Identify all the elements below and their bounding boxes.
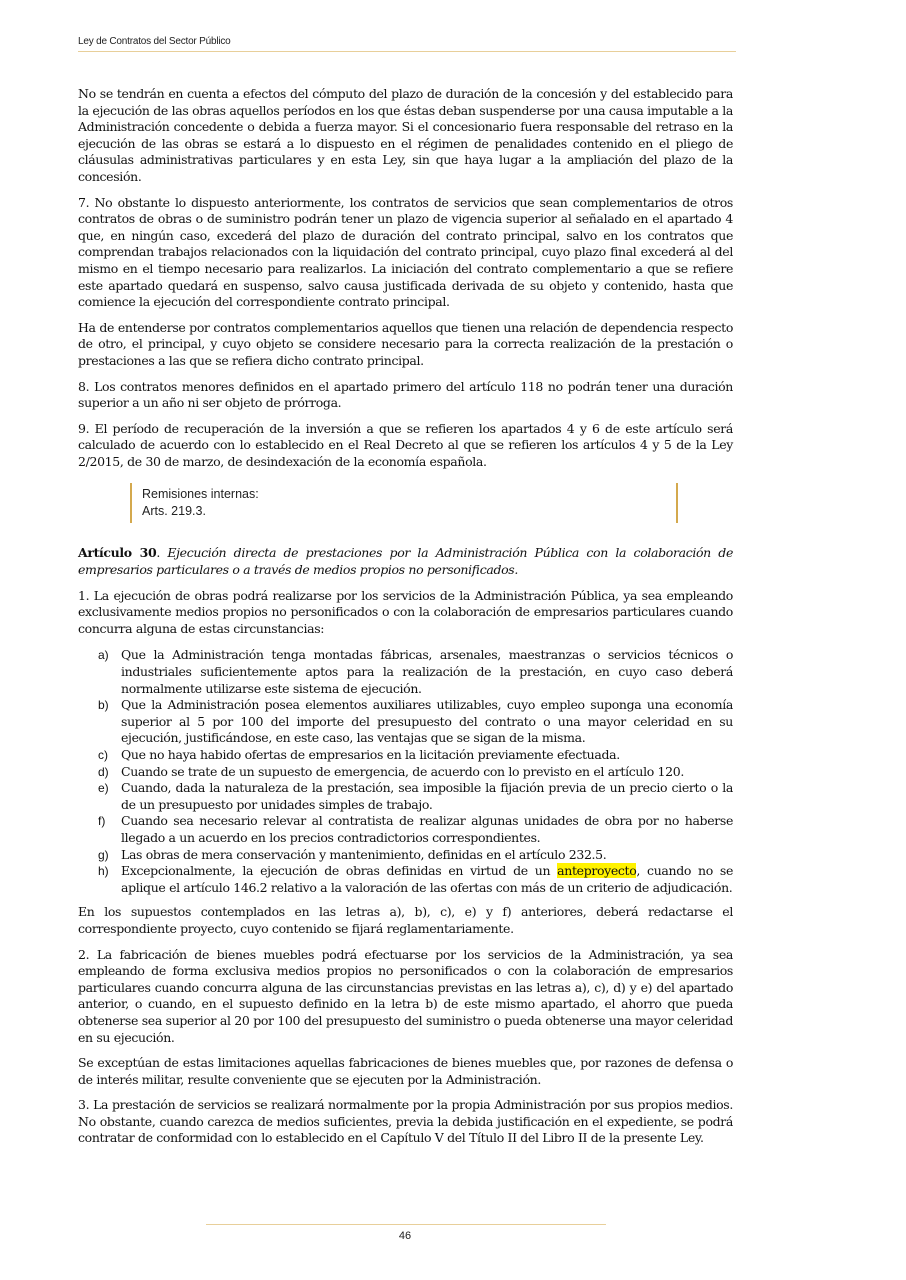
remisiones-box: [130, 483, 678, 523]
list-text: Las obras de mera conservación y mantenimiento, definidas en el artículo 232.5.: [121, 846, 607, 862]
list-item: [78, 764, 733, 781]
article-number: Artículo 30: [78, 545, 157, 561]
paragraph-2: 2. La fabricación de bienes muebles podrá efectuarse por los servicios de la Administración, ya sea empleando de forma exclusiva medios propios no personificados o con la colaboración de empresarios particulares cuando concurra alguna de las circunstancias previstas en las letras a), c), d) y e) del apartado anterior, o cuando, en el supuesto definido en la letra b) de este mismo apartado, el ahorro que pueda obtenerse sea superior al 20 por 100 del presupuesto del suministro o pueda obtenerse una mayor celeridad en su ejecución.: [78, 946, 733, 1045]
article-separator: .: [156, 545, 168, 561]
item-h-text-after: , cuando no se aplique el artículo 146.2 relativo a la valoración de las ofertas con más de un criterio de adjudicación.: [121, 863, 733, 895]
list-item: [78, 780, 733, 813]
list-text: [121, 863, 733, 896]
list-item: [78, 863, 733, 896]
highlighted-term: anteproyecto: [557, 863, 637, 879]
paragraph-7: 7. No obstante lo dispuesto anteriormente, los contratos de servicios que sean complementarios de otros contratos de obras o de suministro podrán tener un plazo de vigencia superior al señalado en el apartado 4 que, en ningún caso, excederá del plazo de duración del contrato principal, salvo en los contratos que comprendan trabajos relacionados con la liquidación del contrato principal, cuyo plazo final excederá al del mismo en el tiempo necesario para realizarlos. La iniciación del contrato complementario a que se refiere este apartado quedará en suspenso, salvo causa justificada derivada de su objeto y contenido, hasta que comience la ejecución del correspondiente contrato principal.: [78, 194, 733, 310]
list-letter: d): [98, 764, 109, 779]
list-item: [78, 813, 733, 846]
list-text: Cuando sea necesario relevar al contratista de realizar algunas unidades de obra por no haberse llegado a un acuerdo en los precios contradictorios correspondientes.: [121, 813, 733, 845]
list-letter: g): [98, 847, 109, 862]
list-letter: f): [98, 814, 106, 829]
list-letter: a): [98, 648, 109, 663]
article-heading: [78, 545, 733, 578]
list-text: Cuando, dada la naturaleza de la prestación, sea imposible la fijación previa de un precio cierto o la de un presupuesto por unidades simples de trabajo.: [121, 780, 733, 812]
running-header: Ley de Contratos del Sector Público: [78, 36, 231, 47]
paragraph-complementarios: Ha de entenderse por contratos complementarios aquellos que tienen una relación de dependencia respecto de otro, el principal, y cuyo objeto se considere necesario para la correcta realización de la prestación o prestaciones a las que se refiera dicho contrato principal.: [78, 319, 733, 368]
paragraph-8: 8. Los contratos menores definidos en el apartado primero del artículo 118 no podrán tener una duración superior a un año ni ser objeto de prórroga.: [78, 378, 733, 411]
list-item: [78, 697, 733, 747]
list-text: Que no haya habido ofertas de empresarios en la licitación previamente efectuada.: [121, 747, 620, 762]
page-number: 46: [398, 1230, 412, 1242]
circumstances-list: [78, 647, 733, 896]
remisiones-refs: Arts. 219.3.: [142, 503, 206, 518]
footer-divider: [206, 1224, 606, 1225]
paragraph-exceptuan: Se exceptúan de estas limitaciones aquellas fabricaciones de bienes muebles que, por razones de defensa o de interés militar, resulte conveniente que se ejecuten por la Administración.: [78, 1055, 733, 1087]
list-text: Cuando se trate de un supuesto de emergencia, de acuerdo con lo previsto en el artículo 120.: [121, 763, 684, 779]
paragraph-supuestos: En los supuestos contemplados en las letras a), b), c), e) y f) anteriores, deberá redactarse el correspondiente proyecto, cuyo contenido se fijará reglamentariamente.: [78, 904, 733, 936]
paragraph-3: 3. La prestación de servicios se realizará normalmente por la propia Administración por sus propios medios. No obstante, cuando carezca de medios suficientes, previa la debida justificación en el expediente, se podrá contratar de conformidad con lo establecido en el Capítulo V del Título II del Libro II de la presente Ley.: [78, 1097, 733, 1146]
list-letter: c): [98, 748, 108, 762]
list-text: Que la Administración tenga montadas fábricas, arsenales, maestranzas o servicios técnicos o industriales suficientemente aptos para la realización de la prestación, en cuyo caso deberá normalmente utilizarse este sistema de ejecución.: [121, 647, 733, 696]
list-item: [78, 747, 733, 764]
article-intro: 1. La ejecución de obras podrá realizarse por los servicios de la Administración Pública, ya sea empleando exclusivamente medios propios no personificados o con la colaboración de empresarios particulares cuando concurra alguna de estas circunstancias:: [78, 587, 733, 636]
list-letter: b): [98, 698, 109, 713]
list-letter: e): [98, 781, 109, 796]
document-body: [78, 86, 733, 1156]
paragraph-concesion-plazo: No se tendrán en cuenta a efectos del cómputo del plazo de duración de la concesión y del establecido para la ejecución de las obras aquellos períodos en los que éstas deban suspenderse por una causa imputable a la Administración concedente o debida a fuerza mayor. Si el concesionario fuera responsable del retraso en la ejecución de las obras se estará a lo dispuesto en el régimen de penalidades contenido en el pliego de cláusulas administrativas particulares y en esta Ley, sin que haya lugar a la ampliación del plazo de la concesión.: [78, 86, 733, 184]
paragraph-9: 9. El período de recuperación de la inversión a que se refieren los apartados 4 y 6 de este artículo será calculado de acuerdo con lo establecido en el Real Decreto al que se refieren los artículos 4 y 5 de la Ley 2/2015, de 30 de marzo, de desindexación de la economía española.: [78, 420, 733, 469]
remisiones-label: Remisiones internas:: [142, 487, 259, 502]
list-text: Que la Administración posea elementos auxiliares utilizables, cuyo empleo suponga una economía superior al 5 por 100 del importe del presupuesto del contrato o una mayor celeridad en su ejecución, justificándose, en este caso, las ventajas que se sigan de la misma.: [121, 697, 733, 746]
list-letter: h): [98, 864, 109, 879]
header-divider: [78, 51, 736, 52]
item-h-text-before: Excepcionalmente, la ejecución de obras definidas en virtud de un: [121, 863, 558, 879]
list-item: [78, 647, 733, 697]
list-item: [78, 847, 733, 864]
article-subtitle: Ejecución directa de prestaciones por la Administración Pública con la colaboración de empresarios particulares o a través de medios propios no personificados.: [78, 545, 733, 578]
